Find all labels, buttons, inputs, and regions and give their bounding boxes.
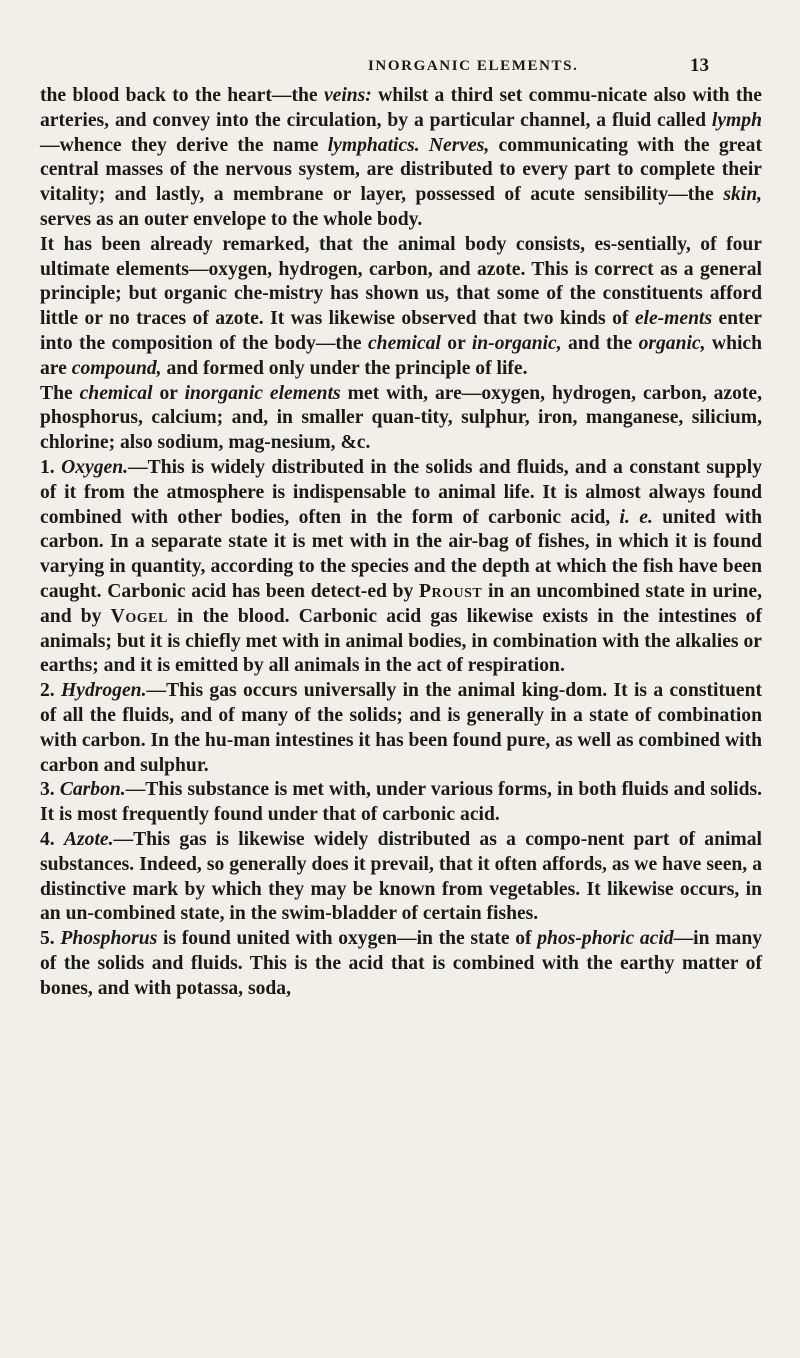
text-run: It has been already remarked, that the animal body consists, es-sentially, of four ultimate elements—oxygen, hydrogen, carbon, and azote. This is correct as a general principle; but organic che-mistry has shown us, that some of the constituents afford little or no traces of azote. It was likewise observed that two kinds of: [40, 233, 762, 330]
paragraph-veins-lymph-skin: [40, 84, 762, 233]
paragraph-inorganic-elements-list: [40, 382, 762, 456]
text-run: met with, are—oxygen, hydrogen, carbon, azote, phosphorus, calcium; and, in smaller quan-tity, sulphur, iron, manganese, silicium, chlorine; also sodium, mag-nesium, &c.: [40, 382, 762, 454]
paragraph-hydrogen: [40, 679, 762, 778]
text-run: —in many of the solids and fluids. This is the acid that is combined with the earthy matter of bones, and with potassa, soda,: [40, 928, 763, 999]
text-run: in the blood. Carbonic acid gas likewise exists in the intestines of animals; but it is chiefly met with in animal bodies, in combination with the alkalies or earths; and it is emitted by all animals in the act of respiration.: [40, 605, 762, 677]
text-run: which are: [40, 332, 762, 379]
running-title: INORGANIC ELEMENTS.: [368, 58, 579, 74]
italic-term: lymphatics.: [327, 134, 420, 156]
paragraph-oxygen: [40, 456, 762, 679]
author-name: Vogel: [110, 605, 168, 627]
italic-term: Nerves,: [428, 134, 490, 156]
italic-term: Oxygen.: [61, 456, 129, 478]
paragraph-phosphorus: [40, 927, 762, 1001]
italic-term: Phosphorus: [60, 928, 158, 950]
text-run: The: [40, 382, 80, 404]
italic-term: i. e.: [619, 506, 653, 528]
italic-term: ele-ments: [634, 308, 713, 330]
italic-term: inorganic elements: [184, 382, 341, 404]
text-run: or: [440, 332, 472, 354]
text-run: 3.: [40, 779, 60, 801]
body-text: [40, 84, 762, 1001]
text-run: serves as an outer envelope to the whole body.: [40, 208, 423, 230]
paragraph-azote: [40, 828, 762, 927]
italic-term: Azote.: [63, 828, 114, 850]
text-run: united with carbon. In a separate state it is met with in the air-bag of fishes, in which it is found varying in quantity, according to the species and the depth at which the fish have been caught. Carbonic acid has been detect-ed by: [40, 506, 763, 602]
text-run: enter into the composition of the body—the: [40, 308, 762, 354]
italic-term: Carbon.: [59, 779, 126, 801]
text-run: —This gas is likewise widely distributed as a compo-nent part of animal substances. Indeed, so generally does it prevail, that it often affords, as we have seen, a distinctive mark by which they may be known from vegetables. It likewise occurs, in an un-combined state, in the swim-bladder of certain fishes.: [40, 828, 762, 925]
text-run: 4.: [40, 828, 64, 850]
paragraph-ultimate-elements: [40, 233, 762, 382]
text-run: whilst a third set commu-nicate also with the arteries, and convey into the circulation, by a particular channel, a fluid called: [40, 85, 762, 131]
text-run: [420, 135, 429, 156]
text-run: 5.: [40, 928, 61, 950]
italic-term: phos-phoric acid: [537, 928, 674, 950]
italic-term: in-organic,: [471, 332, 562, 354]
italic-term: veins:: [323, 85, 372, 106]
running-head: [0, 55, 800, 82]
italic-term: chemical: [367, 332, 441, 354]
italic-term: skin,: [723, 184, 762, 206]
text-run: is found united with oxygen—in the state of: [157, 928, 538, 950]
text-run: and formed only under the principle of life.: [161, 357, 528, 379]
author-name: Proust: [419, 580, 483, 602]
paragraph-carbon: [40, 778, 762, 828]
italic-term: Hydrogen.: [61, 680, 147, 702]
text-run: the blood back to the heart—the: [40, 85, 324, 106]
text-run: and the: [561, 332, 639, 354]
text-run: —This gas occurs universally in the animal king-dom. It is a constituent of all the fluids, and of many of the solids; and is generally in a state of combination with carbon. In the hu-man intestines it has been found pure, as well as combined with carbon and sulphur.: [40, 680, 763, 776]
text-run: or: [152, 382, 185, 404]
italic-term: lymph: [711, 109, 762, 131]
text-run: —whence they derive the name: [40, 134, 328, 156]
text-run: in an uncombined state in urine, and by: [40, 580, 762, 627]
text-run: communicating with the great central masses of the nervous system, are distributed to every part to complete their vitality; and lastly, a membrane or layer, possessed of acute sensibility—the: [40, 134, 762, 206]
page-number: 13: [690, 55, 709, 76]
italic-term: organic,: [638, 332, 706, 354]
text-run: —This is widely distributed in the solids and fluids, and a constant supply of it from the atmosphere is indispensable to animal life. It is almost always found combined with other bodies, often in the form of carbonic acid,: [40, 456, 762, 528]
italic-term: chemical: [79, 382, 153, 404]
text-run: —This substance is met with, under various forms, in both fluids and solids. It is most frequently found under that of carbonic acid.: [40, 779, 763, 826]
italic-term: compound,: [71, 357, 162, 379]
text-run: 2.: [40, 680, 62, 702]
text-run: 1.: [40, 456, 62, 478]
